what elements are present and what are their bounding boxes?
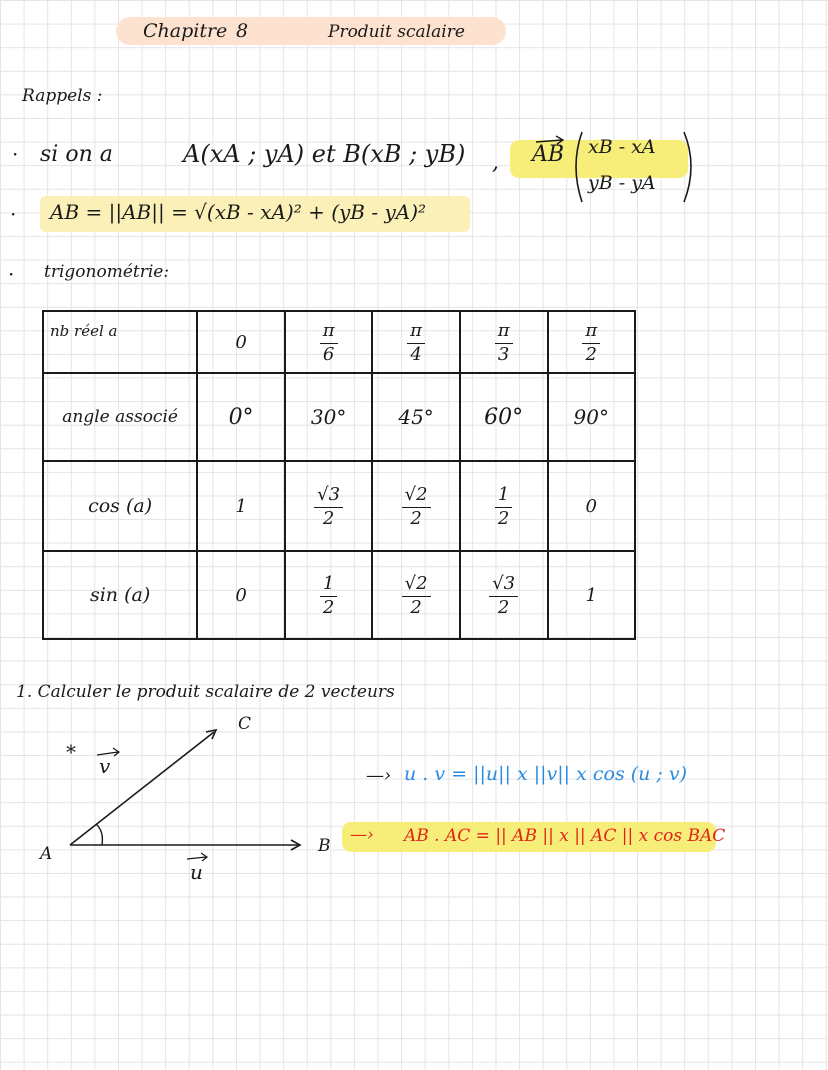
formula-dot-product: u . v = ||u|| x ||v|| x cos (u ; v) [404, 763, 688, 785]
chapter-topic: Produit scalaire [328, 22, 465, 42]
vector-ac-line [70, 732, 214, 845]
cell-angle-4: 90° [548, 373, 636, 461]
label-v: v [99, 754, 111, 778]
vector-bottom: yB - yA [588, 172, 656, 194]
cell-angle-1: 30° [285, 373, 372, 461]
rappels-heading: Rappels : [22, 86, 103, 106]
arrow-red: —› [350, 825, 374, 845]
cell-cos-0: 1 [197, 461, 285, 551]
cell-sin-2: $\frac{√2}{2}$ [372, 551, 459, 639]
trig-table [42, 310, 636, 640]
label-a: A [40, 844, 53, 864]
table-row [43, 373, 635, 461]
cell-a-2: $\frac{\pi}{4}$ [372, 311, 459, 373]
label-b: B [318, 836, 331, 856]
cell-angle-3: 60° [460, 373, 548, 461]
cell-sin-1: $\frac{1}{2}$ [285, 551, 372, 639]
formula-ab-ac: AB . AC = || AB || x || AC || x cos BAC [404, 826, 726, 846]
cell-angle-0: 0° [197, 373, 285, 461]
distance-formula: AB = ||AB|| = √(xB - xA)² + (yB - yA)² [50, 200, 427, 224]
section1-heading: 1. Calculer le produit scalaire de 2 vecteurs [16, 682, 395, 702]
vector-arrow-icon [532, 134, 568, 146]
bullet: · [8, 262, 15, 286]
star-mark: * [66, 740, 76, 764]
cell-sin-0: 0 [197, 551, 285, 639]
row-header-cos: cos (a) [43, 461, 197, 551]
cell-angle-2: 45° [372, 373, 459, 461]
bullet: · [12, 142, 19, 166]
table-row [43, 311, 635, 373]
cell-a-3: $\frac{\pi}{3}$ [460, 311, 548, 373]
table-row [43, 551, 635, 639]
row-header-a: nb réel a [43, 311, 197, 373]
cell-a-1: $\frac{\pi}{6}$ [285, 311, 372, 373]
comma: , [492, 150, 499, 175]
cell-cos-3: $\frac{1}{2}$ [460, 461, 548, 551]
label-u: u [190, 860, 203, 884]
arrow-blue: —› [366, 765, 392, 786]
cell-sin-3: $\frac{√3}{2}$ [460, 551, 548, 639]
trig-heading: trigonométrie: [44, 262, 170, 282]
vector-top: xB - xA [588, 136, 656, 158]
cell-cos-2: $\frac{√2}{2}$ [372, 461, 459, 551]
cell-a-4: $\frac{\pi}{2}$ [548, 311, 636, 373]
bullet: · [10, 202, 17, 226]
row-header-angle: angle associé [43, 373, 197, 461]
rappel-line1-text: si on a [40, 142, 113, 167]
chapter-number: 8 [236, 20, 249, 42]
cell-sin-4: 1 [548, 551, 636, 639]
label-c: C [238, 714, 252, 734]
row-header-sin: sin (a) [43, 551, 197, 639]
angle-arc [96, 824, 102, 845]
cell-cos-1: $\frac{√3}{2}$ [285, 461, 372, 551]
rappel-line1-points: A(xA ; yA) et B(xB ; yB) [183, 140, 466, 168]
chapter-label: Chapitre [143, 20, 228, 42]
vector-ab-label: AB [532, 142, 565, 167]
table-row [43, 461, 635, 551]
cell-a-0: 0 [197, 311, 285, 373]
cell-cos-4: 0 [548, 461, 636, 551]
